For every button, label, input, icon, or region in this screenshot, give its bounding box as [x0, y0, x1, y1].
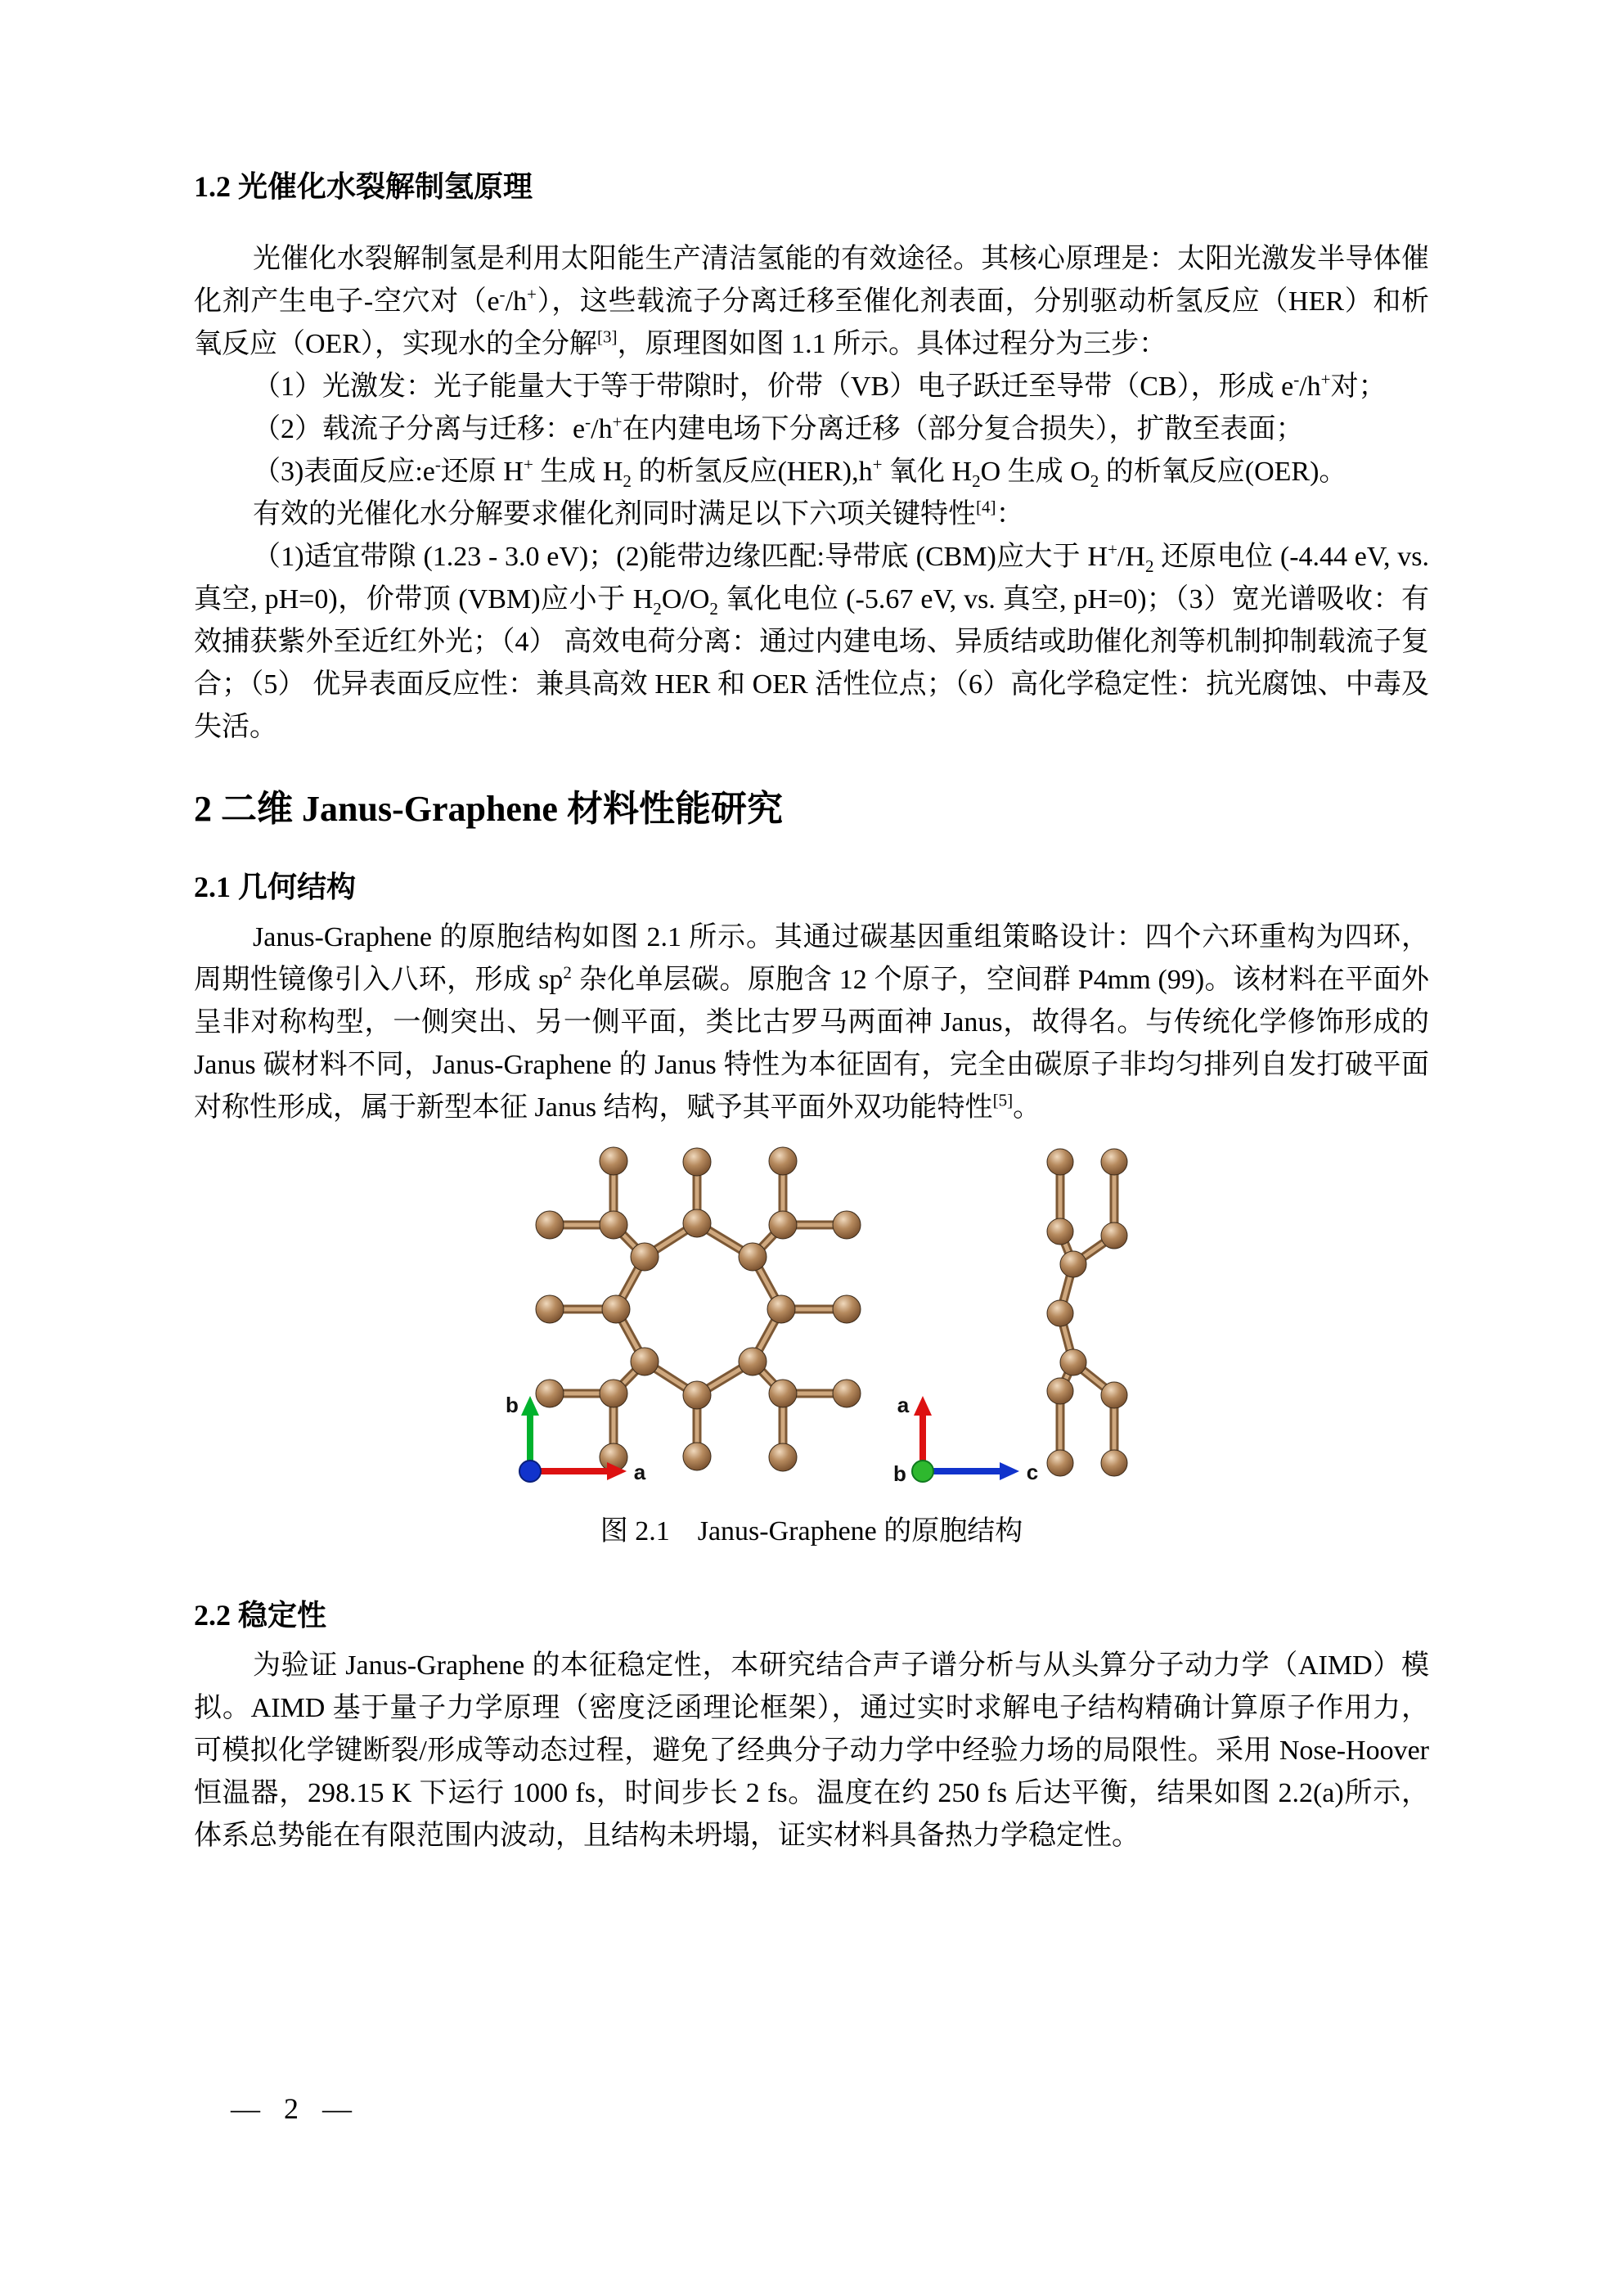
heading-section-1-2: 1.2 光催化水裂解制氢原理	[194, 170, 533, 203]
heading-section-2-1: 2.1 几何结构	[194, 871, 357, 903]
paragraph-stability: 为验证 Janus-Graphene 的本征稳定性，本研究结合声子谱分析与从头算分子动力学（AIMD）模拟。AIMD 基于量子力学原理（密度泛函理论框架），通过实时求解电子结构精确计算原子作用力，可模拟化学键断裂/形成等动态过程，避免了经典分子动力学中经验力场的局限性。采用 Nose-Hoover 恒温器，298.15 K 下运行 1000 fs，时间步长 2 fs。温度在约 250 fs 后达平衡，结果如图 2.2(a)所示，体系总势能在有限范围内波动，且结构未坍塌，证实材料具备热力学稳定性。	[194, 1650, 1429, 1851]
molecule-side-view	[1047, 1149, 1127, 1476]
axis-gizmo-left	[506, 1393, 646, 1484]
axis-gizmo-right	[893, 1393, 1038, 1486]
blue-arrowhead-icon	[1000, 1462, 1019, 1480]
paragraph-six-requirements: （1)适宜带隙 (1.23 - 3.0 eV)；(2)能带边缘匹配:导带底 (CBM)应大于 $H^+/H_2$ 还原电位 (-4.44 eV, vs. 真空, pH=0)，价带顶 (VBM)应小于 $H_2O/O_2$ 氧化电位 (-5.67 eV, vs. 真空, pH=0)；（3）宽光谱吸收：有效捕获紫外至近红外光；（4） 高效电荷分离：通过内建电场、异质结或助催化剂等机制抑制载流子复合；（5） 优异表面反应性：兼具高效 HER 和 OER 活性位点；（6）高化学稳定性：抗光腐蚀、中毒及失活。	[194, 539, 1430, 742]
figure-2-1-molecule	[474, 1137, 1194, 1514]
axis-label-a: a	[897, 1393, 910, 1417]
step-1-photoexcitation: （1）光激发：光子能量大于等于带隙时，价带（VB）电子跃迁至导带（CB），形成 e-/h+对；	[253, 369, 1387, 402]
bond-fill	[550, 1161, 847, 1457]
blue-axis-origin-icon	[519, 1461, 541, 1482]
step-2-carrier-separation: （2）载流子分离与迁移：e-/h+在内建电场下分离迁移（部分复合损失），扩散至表面；	[253, 412, 1304, 444]
paragraph-geometry: Janus-Graphene 的原胞结构如图 2.1 所示。其通过碳基因重组策略设计：四个六环重构为四环，周期性镜像引入八环，形成 $sp^2$ 杂化单层碳。原胞含 12 个原子，空间群 P4mm (99)。该材料在平面外呈非对称构型，一侧突出、另一侧平面，类比古罗马两面神 Janus，故得名。与传统化学修饰形成的 Janus 碳材料不同，Janus-Graphene 的 Janus 特性为本征固有，完全由碳原子非均匀排列自发打破平面对称性形成，属于新型本征 Janus 结构，赋予其平面外双功能特性[5]。	[194, 922, 1429, 1123]
paragraph-photocatalysis-intro: 光催化水裂解制氢是利用太阳能生产清洁氢能的有效途径。其核心原理是：太阳光激发半导体催化剂产生电子-空穴对（e-/h+），这些载流子分离迁移至催化剂表面，分别驱动析氢反应（HER）和析氧反应（OER），实现水的全分解[3]，原理图如图 1.1 所示。具体过程分为三步：	[194, 244, 1429, 359]
axis-label-b: b	[506, 1393, 519, 1417]
steps-list	[194, 366, 1429, 493]
axis-label-a: a	[633, 1460, 646, 1484]
green-axis-origin-icon	[912, 1461, 933, 1482]
page-number: — 2 —	[231, 2092, 353, 2125]
step-3-surface-reaction: （3)表面反应:e-还原 H+ 生成 $H_2$ 的析氢反应(HER),h+ 氧化 $H_2O$ 生成 $O_2$ 的析氧反应(OER)。	[253, 454, 1347, 491]
heading-section-2-2: 2.2 稳定性	[194, 1599, 327, 1632]
requirements-intro: 有效的光催化水分解要求催化剂同时满足以下六项关键特性[4]：	[253, 497, 1024, 529]
axis-label-b: b	[893, 1461, 906, 1486]
green-arrowhead-icon	[521, 1396, 539, 1416]
axis-label-c: c	[1026, 1460, 1039, 1484]
heading-section-2: 2 二维 Janus-Graphene 材料性能研究	[194, 789, 783, 829]
molecule-top-view	[536, 1147, 861, 1471]
red-arrowhead-icon	[914, 1396, 932, 1416]
figure-caption: 图 2.1 Janus-Graphene 的原胞结构	[600, 1516, 1023, 1546]
